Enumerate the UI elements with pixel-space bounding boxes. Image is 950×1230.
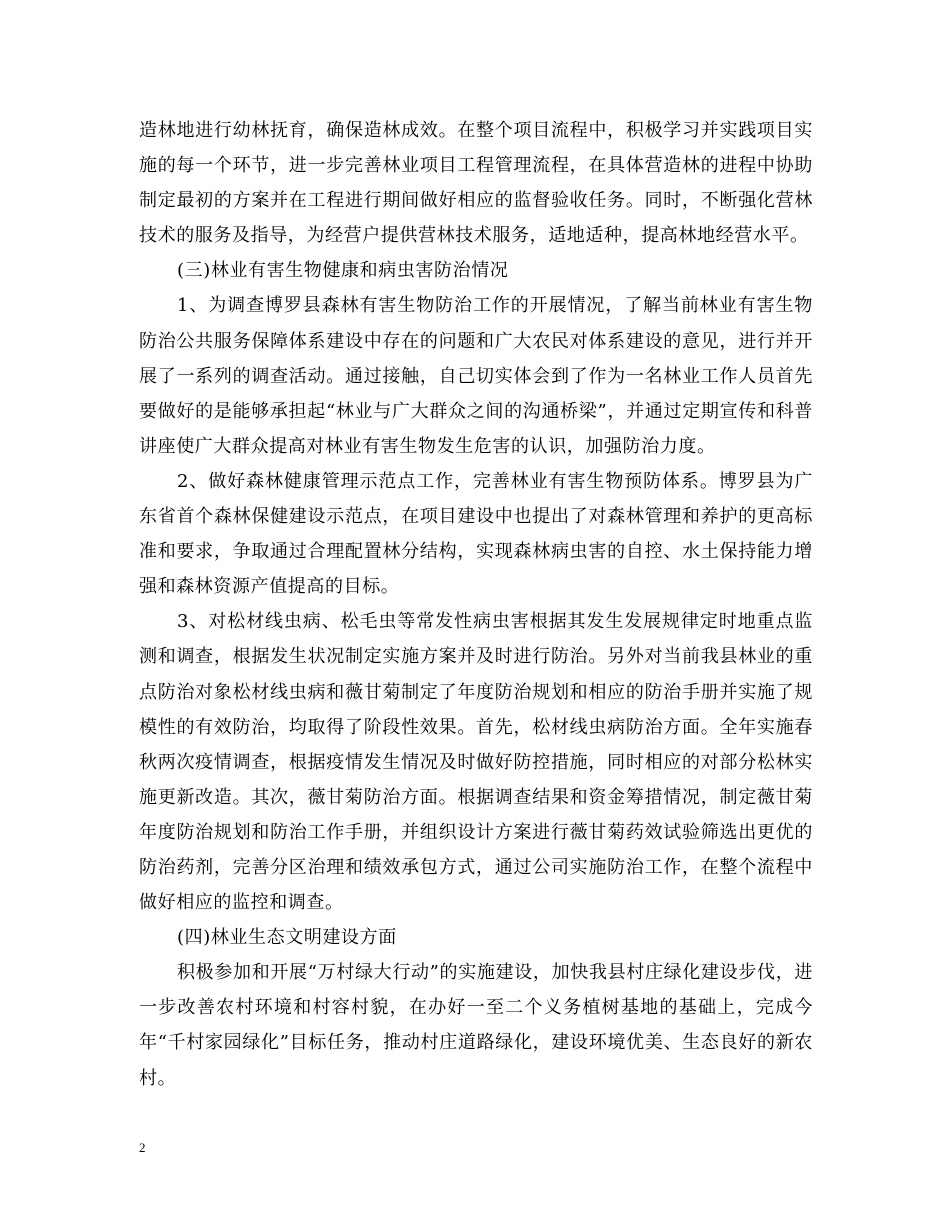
section-heading-4: (四)林业生态文明建设方面 [177,927,397,949]
paragraph-item-1: 1、为调查博罗县森林有害生物防治工作的开展情况，了解当前林业有害生物防治公共服务保障体系建设中存在的问题和广大农民对体系建设的意见，进行并开展了一系列的调查活动。通过接触，自己切实体会到了作为一名林业工作人员首先要做好的是能够承担起“林业与广大群众之间的沟通桥梁”，并通过定期宣传和科普讲座使广大群众提高对林业有害生物发生危害的认识，加强防治力度。 [139,295,813,457]
page-number: 2 [139,1140,146,1155]
paragraph-ecology: 积极参加和开展“万村绿大行动”的实施建设，加快我县村庄绿化建设步伐，进一步改善农村环境和村容村貌，在办好一至二个义务植树基地的基础上，完成今年“千村家园绿化”目标任务，推动村庄道路绿化，建设环境优美、生态良好的新农村。 [139,962,813,1089]
paragraph-item-3: 3、对松材线虫病、松毛虫等常发性病虫害根据其发生发展规律定时地重点监测和调查，根据发生状况制定实施方案并及时进行防治。另外对当前我县林业的重点防治对象松材线虫病和薇甘菊制定了年度防治规划和相应的防治手册并实施了规模性的有效防治，均取得了阶段性效果。首先，松材线虫病防治方面。全年实施春秋两次疫情调查，根据疫情发生情况及时做好防控措施，同时相应的对部分松林实施更新改造。其次，薇甘菊防治方面。根据调查结果和资金筹措情况，制定薇甘菊年度防治规划和防治工作手册，并组织设计方案进行薇甘菊药效试验筛选出更优的防治药剂，完善分区治理和绩效承包方式，通过公司实施防治工作，在整个流程中做好相应的监控和调查。 [139,611,813,914]
paragraph-item-2: 2、做好森林健康管理示范点工作，完善林业有害生物预防体系。博罗县为广东省首个森林保健建设示范点，在项目建设中也提出了对森林管理和养护的更高标准和要求，争取通过合理配置林分结构，实现森林病虫害的自控、水土保持能力增强和森林资源产值提高的目标。 [139,470,813,598]
paragraph-continuation: 造林地进行幼林抚育，确保造林成效。在整个项目流程中，积极学习并实践项目实施的每一个环节，进一步完善林业项目工程管理流程，在具体营造林的进程中协助制定最初的方案并在工程进行期间做好相应的监督验收任务。同时，不断强化营林技术的服务及指导，为经营户提供营林技术服务，适地适种，提高林地经营水平。 [139,120,813,247]
section-heading-3: (三)林业有害生物健康和病虫害防治情况 [177,260,509,282]
document-body [139,113,813,1096]
